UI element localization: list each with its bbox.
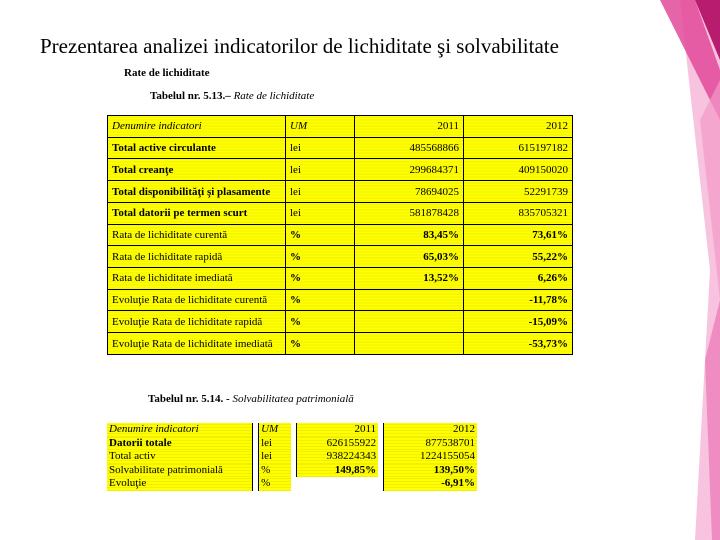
row-value-2012: 6,26% (464, 268, 573, 290)
row-unit: % (286, 311, 355, 333)
section-title: Rate de lichiditate (124, 67, 210, 79)
table-row (107, 477, 477, 491)
table2-caption: Tabelul nr. 5.14. - Solvabilitatea patrimonială (148, 393, 354, 405)
row-label: Total activ (107, 450, 253, 464)
row-unit: % (259, 464, 292, 478)
table-row (108, 159, 573, 181)
header-cell: 2011 (297, 423, 378, 437)
table-row (107, 437, 477, 451)
row-unit: % (286, 224, 355, 246)
row-value-2012: -6,91% (384, 477, 477, 491)
slide-title: Prezentarea analizei indicatorilor de lichiditate şi solvabilitate (40, 34, 559, 58)
table-row (108, 289, 573, 311)
row-value-2011: 83,45% (355, 224, 464, 246)
row-value-2011: 78694025 (355, 181, 464, 203)
table-row (107, 450, 477, 464)
row-value-2012: -15,09% (464, 311, 573, 333)
row-unit: % (286, 289, 355, 311)
header-cell: Denumire indicatori (108, 116, 286, 138)
row-value-2011 (297, 477, 378, 491)
row-value-2011 (355, 311, 464, 333)
row-label: Datorii totale (107, 437, 253, 451)
row-value-2011: 13,52% (355, 268, 464, 290)
decorative-shapes (600, 0, 720, 540)
row-value-2011 (355, 333, 464, 355)
table-header-row (108, 116, 573, 138)
table1-caption: Tabelul nr. 5.13.– Rate de lichiditate (150, 90, 315, 102)
row-value-2012: 615197182 (464, 137, 573, 159)
table-row (108, 224, 573, 246)
row-unit: % (286, 246, 355, 268)
row-label: Total creanţe (108, 159, 286, 181)
row-unit: lei (286, 159, 355, 181)
row-unit: % (259, 477, 292, 491)
row-value-2011: 626155922 (297, 437, 378, 451)
row-value-2012: 55,22% (464, 246, 573, 268)
row-label: Evoluţie Rata de lichiditate rapidă (108, 311, 286, 333)
table-row (108, 246, 573, 268)
row-label: Rata de lichiditate imediată (108, 268, 286, 290)
header-cell: Denumire indicatori (107, 423, 253, 437)
header-cell: UM (286, 116, 355, 138)
table-row (107, 464, 477, 478)
header-cell: 2012 (384, 423, 477, 437)
row-unit: lei (286, 202, 355, 224)
row-label: Evoluţie Rata de lichiditate curentă (108, 289, 286, 311)
row-value-2012: 835705321 (464, 202, 573, 224)
header-cell: 2012 (464, 116, 573, 138)
row-value-2012: 73,61% (464, 224, 573, 246)
row-value-2012: 409150020 (464, 159, 573, 181)
solvency-table (107, 423, 477, 491)
liquidity-table (107, 115, 573, 355)
header-cell: 2011 (355, 116, 464, 138)
row-label: Rata de lichiditate rapidă (108, 246, 286, 268)
row-value-2012: 52291739 (464, 181, 573, 203)
row-unit: % (286, 268, 355, 290)
row-unit: lei (286, 137, 355, 159)
row-value-2012: -53,73% (464, 333, 573, 355)
table-row (108, 311, 573, 333)
row-unit: lei (286, 181, 355, 203)
row-label: Evoluţie Rata de lichiditate imediată (108, 333, 286, 355)
row-value-2011: 65,03% (355, 246, 464, 268)
row-value-2011: 485568866 (355, 137, 464, 159)
table-row (108, 333, 573, 355)
row-value-2012: 1224155054 (384, 450, 477, 464)
row-label: Total active circulante (108, 137, 286, 159)
row-value-2011: 149,85% (297, 464, 378, 478)
row-value-2012: 139,50% (384, 464, 477, 478)
table-row (108, 268, 573, 290)
row-value-2011: 299684371 (355, 159, 464, 181)
row-unit: lei (259, 450, 292, 464)
row-value-2011: 938224343 (297, 450, 378, 464)
row-unit: % (286, 333, 355, 355)
table-row (108, 137, 573, 159)
table-row (108, 181, 573, 203)
header-cell: UM (259, 423, 292, 437)
row-value-2011: 581878428 (355, 202, 464, 224)
row-label: Total disponibilităţi şi plasamente (108, 181, 286, 203)
row-label: Rata de lichiditate curentă (108, 224, 286, 246)
row-label: Total datorii pe termen scurt (108, 202, 286, 224)
row-value-2011 (355, 289, 464, 311)
table-header-row (107, 423, 477, 437)
row-value-2012: 877538701 (384, 437, 477, 451)
row-value-2012: -11,78% (464, 289, 573, 311)
row-label: Solvabilitate patrimonială (107, 464, 253, 478)
row-label: Evoluţie (107, 477, 253, 491)
table-row (108, 202, 573, 224)
row-unit: lei (259, 437, 292, 451)
